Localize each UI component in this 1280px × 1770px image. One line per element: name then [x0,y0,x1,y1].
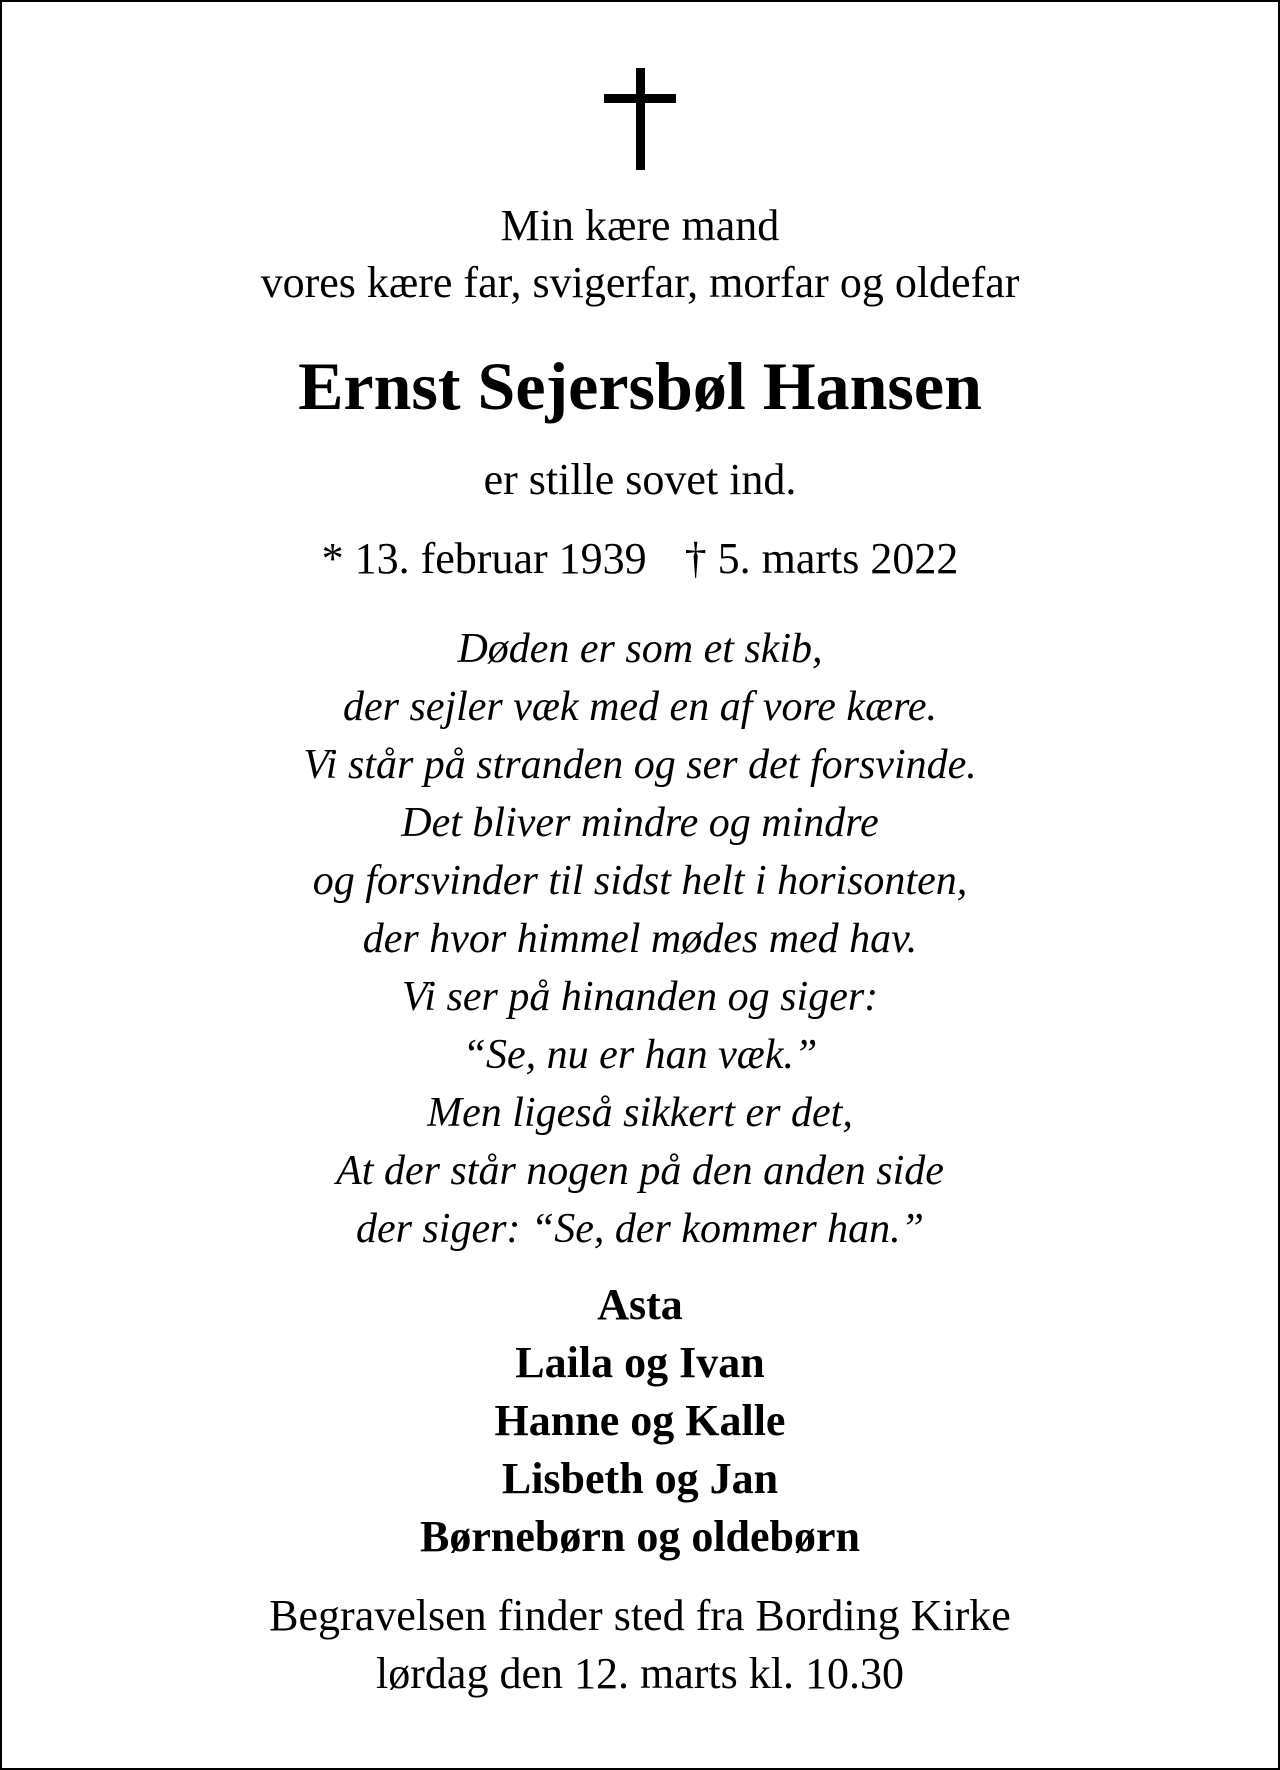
poem-line: At der står nogen på den anden side [336,1148,944,1194]
poem-line: der sejler væk med en af vore kære. [342,684,938,730]
poem-line: “Se, nu er han væk.” [462,1032,818,1078]
death-date: † 5. marts 2022 [684,534,959,583]
intro-text [2,197,1278,311]
funeral-line: lørdag den 12. marts kl. 10.30 [376,1649,904,1698]
poem-line: Vi står på stranden og ser det forsvinde. [303,742,977,788]
poem-line: Vi ser på hinanden og siger: [401,974,879,1020]
obituary-content [2,2,1278,1768]
poem-line: Det bliver mindre og mindre [401,800,879,846]
family-member: Hanne og Kalle [494,1396,786,1445]
family-member: Laila og Ivan [515,1338,765,1387]
life-dates [2,530,1278,588]
poem-line: Døden er som et skib, [457,626,823,672]
family-signatures [2,1276,1278,1566]
passing-statement: er stille sovet ind. [483,455,797,504]
funeral-line: Begravelsen finder sted fra Bording Kirke [269,1591,1011,1640]
funeral-details [2,1587,1278,1703]
family-member: Lisbeth og Jan [501,1454,779,1503]
poem-line: Men ligeså sikkert er det, [427,1090,853,1136]
memorial-poem [2,620,1278,1258]
cross-vertical-bar [636,68,645,170]
poem-line: der siger: “Se, der kommer han.” [355,1206,925,1252]
family-member: Asta [597,1280,683,1329]
family-member: Børnebørn og oldebørn [419,1512,861,1561]
poem-line: og forsvinder til sidst helt i horisonten, [312,858,968,904]
poem-line: der hvor himmel mødes med hav. [362,916,918,962]
birth-date: * 13. februar 1939 [321,534,647,583]
intro-line: vores kære far, svigerfar, morfar og oldefar [260,258,1020,307]
intro-line: Min kære mand [500,201,780,250]
deceased-name: Ernst Sejersbøl Hansen [298,348,982,424]
cross-icon [600,68,680,170]
cross-horizontal-bar [604,94,676,103]
